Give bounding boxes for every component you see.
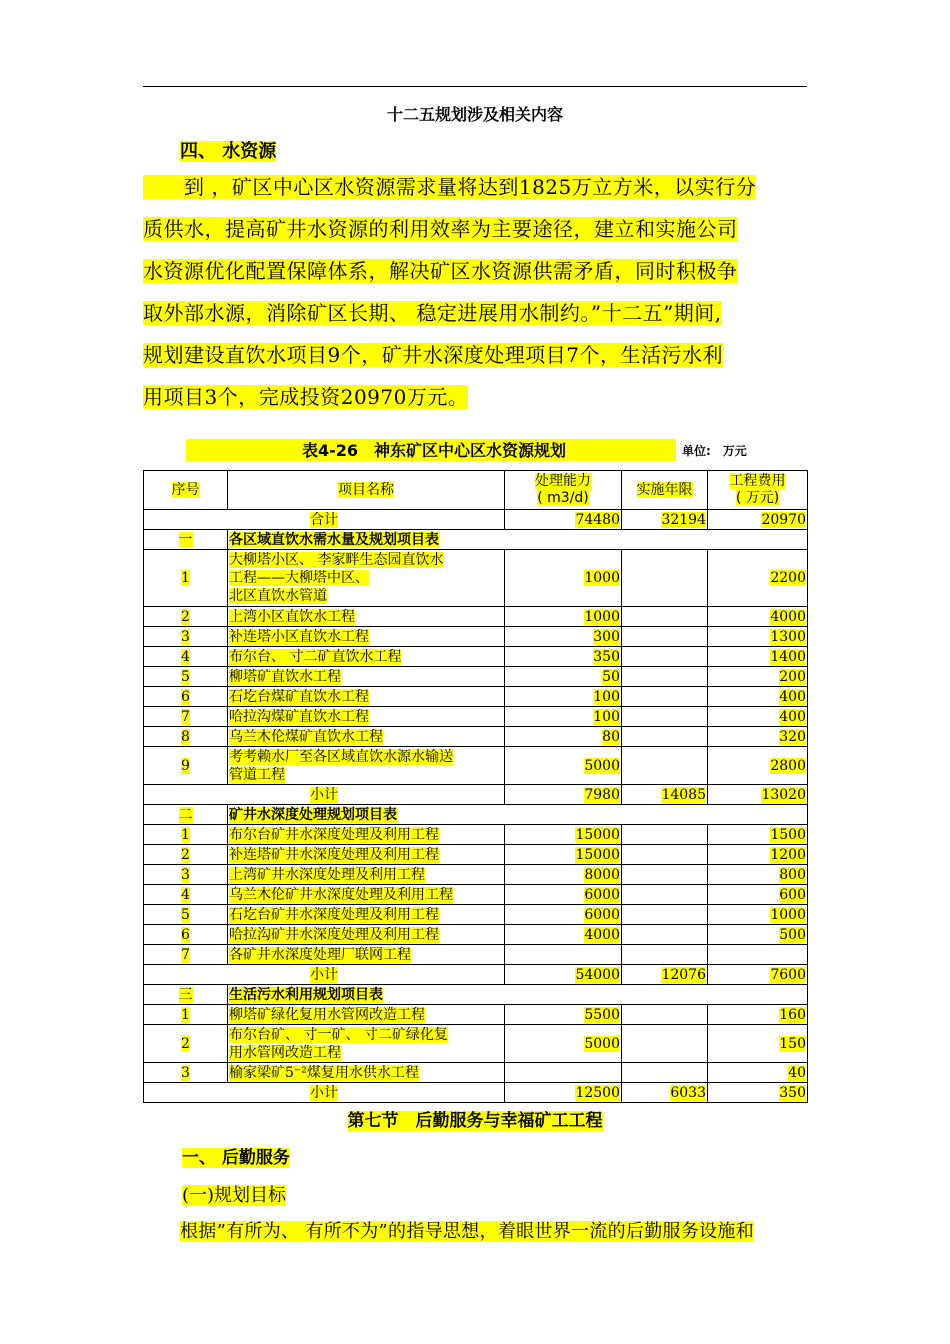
row-capacity <box>505 667 622 687</box>
row-cost-text: 40 <box>788 1064 806 1081</box>
row-name-text: 哈拉沟煤矿直饮水工程 <box>229 708 369 725</box>
row-name <box>228 1025 505 1063</box>
row-capacity-text: 50 <box>602 668 620 685</box>
row-cost <box>708 747 808 785</box>
row-capacity <box>505 727 622 747</box>
row-years <box>622 550 708 607</box>
subtotal-row <box>144 965 808 985</box>
row-no-text: 1 <box>181 826 190 843</box>
row-cost-text: 200 <box>779 668 806 685</box>
row-name <box>228 945 505 965</box>
row-cost <box>708 865 808 885</box>
row-years <box>622 905 708 925</box>
table-row <box>144 687 808 707</box>
row-capacity <box>505 747 622 785</box>
row-cost-text: 1000 <box>770 906 806 923</box>
table-unit: 单位: 万元 <box>682 444 747 458</box>
row-cost-text: 1300 <box>770 628 806 645</box>
row-capacity <box>505 687 622 707</box>
row-no <box>144 550 228 607</box>
group-title-text: 各区域直饮水需水量及规划项目表 <box>229 531 439 548</box>
subtotal-years-text: 14085 <box>661 786 706 803</box>
row-cost <box>708 707 808 727</box>
row-name-text: 柳塔矿绿化复用水管网改造工程 <box>229 1006 425 1023</box>
row-years <box>622 925 708 945</box>
row-cost-text: 400 <box>779 688 806 705</box>
group-no <box>144 530 228 550</box>
table-row <box>144 945 808 965</box>
row-name-text: 石圪台煤矿直饮水工程 <box>229 688 369 705</box>
row-no-text: 7 <box>181 946 190 963</box>
subtotal-years <box>622 785 708 805</box>
subtotal-capacity <box>505 785 622 805</box>
row-no <box>144 667 228 687</box>
row-capacity-text: 80 <box>602 728 620 745</box>
row-name-text: 乌兰木伦矿井水深度处理及利用工程 <box>229 886 453 903</box>
paragraph-line: 质供水，提高矿井水资源的利用效率为主要途径，建立和实施公司 <box>143 217 738 241</box>
row-no <box>144 1063 228 1083</box>
subtotal-capacity-text: 7980 <box>584 786 620 803</box>
row-capacity <box>505 1063 622 1083</box>
row-name-text: 补连塔矿井水深度处理及利用工程 <box>229 846 439 863</box>
row-cost <box>708 825 808 845</box>
row-no <box>144 647 228 667</box>
row-no-text: 5 <box>181 906 190 923</box>
group-no-text: 一 <box>178 531 193 548</box>
row-no <box>144 885 228 905</box>
row-no-text: 8 <box>181 728 190 745</box>
row-name <box>228 667 505 687</box>
row-name-text: 上湾小区直饮水工程 <box>229 608 355 625</box>
table-row <box>144 707 808 727</box>
subtotal-years-text: 12076 <box>661 966 706 983</box>
water-paragraph <box>143 166 807 418</box>
subtotal-label <box>144 785 505 805</box>
row-capacity-text: 15000 <box>575 826 620 843</box>
row-no <box>144 945 228 965</box>
row-cost <box>708 925 808 945</box>
table-row <box>144 627 808 647</box>
header-no <box>144 471 228 510</box>
row-name-text: 石圪台矿井水深度处理及利用工程 <box>229 906 439 923</box>
row-capacity <box>505 627 622 647</box>
row-name <box>228 1005 505 1025</box>
row-capacity-text: 6000 <box>584 906 620 923</box>
row-name-text: 补连塔小区直饮水工程 <box>229 628 369 645</box>
row-name <box>228 865 505 885</box>
row-no-text: 1 <box>181 570 190 586</box>
row-years <box>622 845 708 865</box>
row-cost <box>708 667 808 687</box>
row-capacity-text: 1000 <box>584 608 620 625</box>
row-cost-text: 150 <box>779 1035 806 1052</box>
section7-title <box>143 1106 807 1131</box>
row-name <box>228 1063 505 1083</box>
row-cost <box>708 550 808 607</box>
table-row <box>144 845 808 865</box>
row-no <box>144 607 228 627</box>
subtotal-capacity <box>505 1083 622 1103</box>
subtotal-label-text: 小计 <box>310 1084 338 1101</box>
subtotal-cost-text: 7600 <box>770 966 806 983</box>
row-years <box>622 647 708 667</box>
row-name <box>228 607 505 627</box>
header-no-text: 序号 <box>171 481 200 498</box>
row-name-text: 大柳塔小区、 李家畔生态园直饮水 工程——大柳塔中区、 北区直饮水管道 <box>229 552 444 604</box>
group-title <box>228 530 808 550</box>
section-heading-label: 四、 水资源 <box>180 141 277 162</box>
row-years <box>622 667 708 687</box>
table-row <box>144 825 808 845</box>
total-label <box>144 510 505 530</box>
row-cost <box>708 647 808 667</box>
row-no-text: 9 <box>181 757 190 774</box>
row-years <box>622 627 708 647</box>
subtotal-row <box>144 785 808 805</box>
row-name <box>228 707 505 727</box>
section7-item <box>182 1181 286 1207</box>
row-capacity-text: 5500 <box>584 1006 620 1023</box>
table-row <box>144 1005 808 1025</box>
row-capacity-text: 100 <box>593 708 620 725</box>
row-capacity-text: 5000 <box>584 757 620 774</box>
section7-title-text: 第七节 后勤服务与幸福矿工工程 <box>347 1111 603 1131</box>
group-row <box>144 805 808 825</box>
subtotal-cost <box>708 965 808 985</box>
table-row <box>144 865 808 885</box>
row-name <box>228 905 505 925</box>
row-capacity-text: 5000 <box>584 1035 620 1052</box>
row-no <box>144 925 228 945</box>
row-cost <box>708 945 808 965</box>
row-cost <box>708 845 808 865</box>
row-no <box>144 627 228 647</box>
group-title <box>228 985 808 1005</box>
table-row <box>144 905 808 925</box>
total-years <box>622 510 708 530</box>
total-cost <box>708 510 808 530</box>
row-capacity <box>505 845 622 865</box>
row-name-text: 布尔台矿井水深度处理及利用工程 <box>229 826 439 843</box>
row-capacity <box>505 945 622 965</box>
subtotal-cost-text: 350 <box>779 1084 806 1101</box>
table-header-row <box>144 471 808 510</box>
row-no-text: 4 <box>181 648 190 665</box>
subtotal-capacity-text: 54000 <box>575 966 620 983</box>
subtotal-row <box>144 1083 808 1103</box>
row-name-text: 哈拉沟矿井水深度处理及利用工程 <box>229 926 439 943</box>
row-name <box>228 727 505 747</box>
section-heading-water <box>180 137 276 163</box>
row-years <box>622 1025 708 1063</box>
row-capacity <box>505 885 622 905</box>
section7-paragraph-text: 根据”有所为、 有所不为”的指导思想，着眼世界一流的后勤服务设施和 <box>180 1221 755 1242</box>
row-no <box>144 865 228 885</box>
row-capacity-text: 350 <box>593 648 620 665</box>
row-years <box>622 1063 708 1083</box>
paragraph-line: 用项目3个，完成投资20970万元。 <box>143 385 469 409</box>
row-no <box>144 747 228 785</box>
group-no <box>144 805 228 825</box>
row-cost <box>708 727 808 747</box>
row-capacity-text: 300 <box>593 628 620 645</box>
row-name <box>228 550 505 607</box>
row-years <box>622 945 708 965</box>
row-years <box>622 825 708 845</box>
row-capacity <box>505 865 622 885</box>
group-no-text: 三 <box>178 986 193 1003</box>
row-cost <box>708 1063 808 1083</box>
row-no-text: 2 <box>181 608 190 625</box>
subtotal-years-text: 6033 <box>670 1084 706 1101</box>
row-no-text: 6 <box>181 926 190 943</box>
subtotal-label-text: 小计 <box>310 786 338 803</box>
subtotal-years <box>622 965 708 985</box>
group-row <box>144 530 808 550</box>
row-cost-text: 400 <box>779 708 806 725</box>
page-header <box>143 102 807 125</box>
row-capacity-text: 1000 <box>584 570 620 586</box>
subtotal-cost-text: 13020 <box>761 786 806 803</box>
table-row <box>144 885 808 905</box>
header-capacity-text: 处理能力 ( m3/d) <box>535 473 591 506</box>
row-cost-text: 1400 <box>770 648 806 665</box>
total-capacity-text: 74480 <box>575 511 620 528</box>
row-cost-text: 2200 <box>770 570 806 586</box>
section7-paragraph <box>180 1217 754 1243</box>
group-row <box>144 985 808 1005</box>
row-years <box>622 865 708 885</box>
row-cost-text: 800 <box>779 866 806 883</box>
row-capacity <box>505 707 622 727</box>
row-name-text: 考考赖水厂至各区域直饮水源水输送 管道工程 <box>229 748 453 783</box>
subtotal-label-text: 小计 <box>310 966 338 983</box>
row-capacity <box>505 550 622 607</box>
water-plan-table <box>143 470 808 1103</box>
table-row <box>144 925 808 945</box>
row-years <box>622 885 708 905</box>
table-row <box>144 1025 808 1063</box>
paragraph-line: 取外部水源，消除矿区长期、 稳定进展用水制约。”十二五”期间, <box>143 301 722 325</box>
row-name-text: 榆家梁矿5⁻²煤复用水供水工程 <box>229 1064 419 1081</box>
row-no <box>144 687 228 707</box>
table-title: 表4-26 神东矿区中心区水资源规划 <box>302 441 567 460</box>
section7-item-text: (一)规划目标 <box>182 1185 287 1206</box>
row-cost <box>708 1005 808 1025</box>
total-years-text: 32194 <box>661 511 706 528</box>
row-name <box>228 845 505 865</box>
paragraph-line: 到 ，矿区中心区水资源需求量将达到1825万立方米，以实行分 <box>143 175 757 199</box>
section7-subheading <box>182 1143 290 1168</box>
row-no-text: 7 <box>181 708 190 725</box>
total-label-text: 合计 <box>310 511 338 528</box>
row-cost <box>708 1025 808 1063</box>
header-title: 十二五规划涉及相关内容 <box>386 105 563 124</box>
subtotal-cost <box>708 1083 808 1103</box>
row-capacity-text: 15000 <box>575 846 620 863</box>
row-name-text: 各矿井水深度处理厂联网工程 <box>229 946 411 963</box>
row-no-text: 2 <box>181 1035 190 1052</box>
group-no <box>144 985 228 1005</box>
row-cost-text: 4000 <box>770 608 806 625</box>
row-no <box>144 825 228 845</box>
row-no-text: 5 <box>181 668 190 685</box>
table-row <box>144 550 808 607</box>
row-cost <box>708 687 808 707</box>
row-no <box>144 845 228 865</box>
row-name-text: 上湾矿井水深度处理及利用工程 <box>229 866 425 883</box>
row-no-text: 1 <box>181 1006 190 1023</box>
row-name <box>228 647 505 667</box>
header-name <box>228 471 505 510</box>
total-capacity <box>505 510 622 530</box>
header-capacity <box>505 471 622 510</box>
row-name <box>228 885 505 905</box>
row-name <box>228 825 505 845</box>
table-row <box>144 667 808 687</box>
row-cost <box>708 607 808 627</box>
group-no-text: 二 <box>178 806 193 823</box>
header-years-text: 实施年限 <box>636 481 693 498</box>
subtotal-years <box>622 1083 708 1103</box>
row-name-text: 布尔台矿、 寸一矿、 寸二矿绿化复 用水管网改造工程 <box>229 1026 448 1061</box>
table-total-row <box>144 510 808 530</box>
row-no <box>144 727 228 747</box>
header-cost-text: 工程费用 ( 万元) <box>729 473 786 506</box>
header-rule <box>143 86 807 87</box>
row-cost <box>708 627 808 647</box>
section7-subheading-text: 一、 后勤服务 <box>182 1148 290 1168</box>
row-no-text: 3 <box>181 628 190 645</box>
row-cost-text: 1500 <box>770 826 806 843</box>
row-no-text: 3 <box>181 1064 190 1081</box>
row-capacity-text: 100 <box>593 688 620 705</box>
row-no-text: 2 <box>181 846 190 863</box>
row-name <box>228 747 505 785</box>
row-capacity-text: 4000 <box>584 926 620 943</box>
row-capacity <box>505 925 622 945</box>
row-years <box>622 727 708 747</box>
subtotal-capacity-text: 12500 <box>575 1084 620 1101</box>
row-capacity <box>505 825 622 845</box>
row-name <box>228 925 505 945</box>
row-years <box>622 707 708 727</box>
subtotal-cost <box>708 785 808 805</box>
row-capacity-text: 8000 <box>584 866 620 883</box>
group-title <box>228 805 808 825</box>
group-title-text: 矿井水深度处理规划项目表 <box>229 806 397 823</box>
row-name-text: 柳塔矿直饮水工程 <box>229 668 341 685</box>
row-capacity <box>505 905 622 925</box>
row-no-text: 6 <box>181 688 190 705</box>
table-row <box>144 647 808 667</box>
header-years <box>622 471 708 510</box>
row-capacity <box>505 607 622 627</box>
row-no <box>144 707 228 727</box>
row-no-text: 4 <box>181 886 190 903</box>
row-capacity <box>505 1005 622 1025</box>
paragraph-line: 水资源优化配置保障体系，解决矿区水资源供需矛盾，同时积极争 <box>143 259 738 283</box>
group-title-text: 生活污水利用规划项目表 <box>229 986 383 1003</box>
row-name-text: 乌兰木伦煤矿直饮水工程 <box>229 728 383 745</box>
row-name-text: 布尔台、 寸二矿直饮水工程 <box>229 648 402 665</box>
header-cost <box>708 471 808 510</box>
paragraph-line: 规划建设直饮水项目9个，矿井水深度处理项目7个，生活污水利 <box>143 343 723 367</box>
row-no <box>144 1025 228 1063</box>
row-capacity-text: 6000 <box>584 886 620 903</box>
row-cost-text: 160 <box>779 1006 806 1023</box>
row-years <box>622 607 708 627</box>
row-years <box>622 1005 708 1025</box>
table-row <box>144 727 808 747</box>
row-capacity <box>505 1025 622 1063</box>
row-capacity <box>505 647 622 667</box>
row-cost-text: 320 <box>779 728 806 745</box>
row-cost-text: 600 <box>779 886 806 903</box>
header-name-text: 项目名称 <box>338 481 394 498</box>
table-caption <box>186 437 786 463</box>
row-cost-text: 500 <box>779 926 806 943</box>
subtotal-label <box>144 1083 505 1103</box>
row-cost-text: 2800 <box>770 757 806 774</box>
row-cost <box>708 905 808 925</box>
row-years <box>622 687 708 707</box>
subtotal-capacity <box>505 965 622 985</box>
total-cost-text: 20970 <box>761 511 806 528</box>
row-no-text: 3 <box>181 866 190 883</box>
row-cost-text: 1200 <box>770 846 806 863</box>
table-body <box>144 471 808 1103</box>
table-row <box>144 1063 808 1083</box>
subtotal-label <box>144 965 505 985</box>
table-row <box>144 747 808 785</box>
row-name <box>228 687 505 707</box>
row-name <box>228 627 505 647</box>
row-no <box>144 1005 228 1025</box>
table-row <box>144 607 808 627</box>
row-years <box>622 747 708 785</box>
row-no <box>144 905 228 925</box>
row-cost <box>708 885 808 905</box>
